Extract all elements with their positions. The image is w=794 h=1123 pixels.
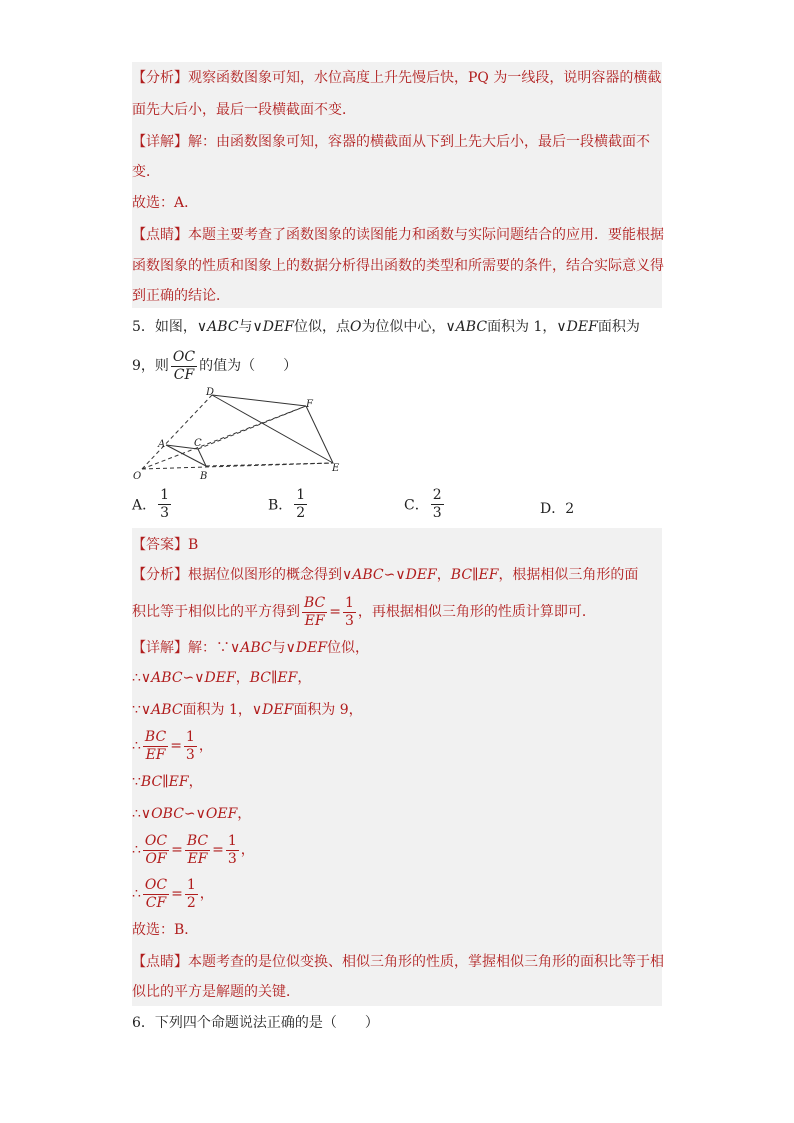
label-f: F [306,399,313,410]
sol-comment-line2: 似比的平方是解题的关键． [132,984,300,1000]
sol-detail-line4: ∴ $\frac{BC}{EF}$ = $\frac{1}{3}$ ， [132,728,213,763]
q4-comment-line3: 到正确的结论． [132,288,230,304]
q4-analysis-line1: 【分析】观察函数图象可知，水位高度上升先慢后快，PQ 为一线段，说明容器的横截 [132,70,662,86]
q6-stem: 6．下列四个命题说法正确的是（ ） [132,1015,379,1031]
sol-analysis-line2: 积比等于相似比的平方得到 $\frac{BC}{EF}$ = $\frac{1}{3}$ ，再根据相似三角形的性质计算即可． [132,594,596,629]
q5-solution-block [132,528,662,1006]
q4-solution-block [132,62,662,308]
q4-detail-line1: 【详解】解：由函数图象可知，容器的横截面从下到上先大后小，最后一段横截面不 [132,134,650,150]
option-b[interactable]: B． $\frac{1}{2}$ [268,487,306,521]
answer-line: 【答案】B [132,537,199,553]
sol-detail-line5: ∵BC∥EF， [132,774,203,790]
option-a[interactable]: A． $\frac{1}{3}$ [132,487,170,521]
q4-analysis-line2: 面先大后小，最后一段横截面不变． [132,102,356,118]
analysis-tag: 【分析】 [132,70,188,86]
q4-detail-line2: 变． [132,164,160,180]
sol-analysis-line1: 【分析】根据位似图形的概念得到∨ABC∽∨DEF，BC∥EF，根据相似三角形的面 [132,567,639,583]
label-a: A [158,439,166,450]
sol-detail-line8: ∴ $\frac{OC}{CF}$ = $\frac{1}{2}$ ， [132,876,214,911]
label-o: O [133,471,142,482]
label-c: C [194,438,202,449]
q5-stem-line1: 5．如图，∨ABC与∨DEF位似，点O为位似中心，∨ABC面积为 1，∨DEF面积为 [132,319,640,335]
fraction-oc-cf: $\frac{OC}{CF}$ [172,348,196,383]
detail-tag: 【详解】 [132,134,188,150]
option-d[interactable]: D．2 [540,501,575,517]
sol-detail-line1: 【详解】解：∵∨ABC与∨DEF位似， [132,640,370,656]
comment-tag: 【点睛】 [132,227,188,243]
label-d: D [206,387,215,398]
sol-detail-line6: ∴∨OBC∽∨OEF， [132,806,252,822]
label-e: E [332,463,340,474]
sol-detail-line7: ∴ $\frac{OC}{OF}$ = $\frac{BC}{EF}$ = $\frac{1}{3}$ ， [132,832,255,867]
option-c[interactable]: C． $\frac{2}{3}$ [404,487,442,521]
sol-comment-line1: 【点睛】本题考查的是位似变换、相似三角形的性质，掌握相似三角形的面积比等于相 [132,954,664,970]
sol-detail-line3: ∵∨ABC面积为 1，∨DEF面积为 9， [132,702,363,718]
q4-choice: 故选：A． [132,195,199,211]
label-b: B [200,471,208,482]
q5-stem-line2: 9，则 $\frac{OC}{CF}$ 的值为（ ） [132,348,298,383]
q4-comment-line1: 【点睛】本题主要考查了函数图象的读图能力和函数与实际问题结合的应用．要能根据 [132,227,664,243]
homothety-figure [130,386,350,486]
sol-detail-line2: ∴∨ABC∽∨DEF，BC∥EF， [132,670,312,686]
q4-comment-line2: 函数图象的性质和图象上的数据分析得出函数的类型和所需要的条件，结合实际意义得 [132,258,664,274]
sol-choice: 故选：B． [132,922,199,938]
